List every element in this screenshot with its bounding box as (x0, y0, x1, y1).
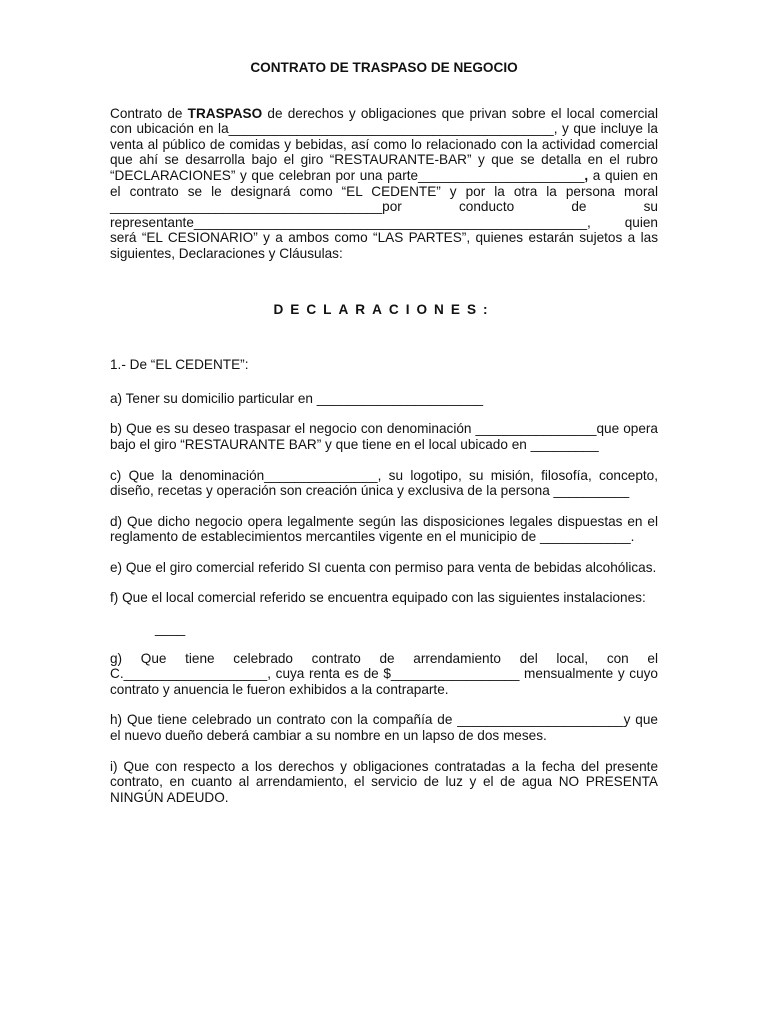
declaration-f: f) Que el local comercial referido se encuentra equipado con las siguientes instalaciones: (110, 590, 646, 606)
intro-text-1: Contrato de (110, 105, 188, 121)
declaration-a: a) Tener su domicilio particular en ______________________ (110, 390, 484, 406)
intro-text-3: a quien en el contrato se le designará como “EL CEDENTE” y por la otra la persona moral ____________________________________por conducto de su representante____________________________________________________, quien será “EL CESIONARIO” y a ambos como “LAS PARTES”, quienes estarán sujetos a las siguientes, Declaraciones y Cláusulas: (110, 167, 658, 261)
installations-blank: ____ (155, 621, 186, 637)
document-title: CONTRATO DE TRASPASO DE NEGOCIO (250, 60, 518, 75)
document-page (110, 60, 658, 820)
declaration-h: h) Que tiene celebrado un contrato con la compañía de ______________________y que el nuevo dueño deberá cambiar a su nombre en un lapso de dos meses. (110, 712, 658, 744)
declarations-title: DECLARACIONES: (273, 301, 495, 317)
declaration-d: d) Que dicho negocio opera legalmente según las disposiciones legales dispuestas en el reglamento de establecimientos mercantiles vigente en el municipio de ____________. (110, 513, 658, 545)
cedente-heading: 1.- De “EL CEDENTE”: (110, 357, 249, 373)
declaration-e: e) Que el giro comercial referido SI cuenta con permiso para venta de bebidas alcohólicas. (110, 559, 657, 575)
intro-paragraph (110, 106, 658, 262)
declaration-b: b) Que es su deseo traspasar el negocio con denominación ________________que opera bajo el giro “RESTAURANTE BAR” y que tiene en el local ubicado en _________ (110, 421, 658, 452)
declaration-i: i) Que con respecto a los derechos y obligaciones contratadas a la fecha del presente contrato, en cuanto al arrendamiento, el servicio de luz y el de agua NO PRESENTA NINGÚN ADEUDO. (110, 758, 658, 805)
intro-bold-traspaso: TRASPASO (187, 105, 263, 121)
intro-text-2: de derechos y obligaciones que privan sobre el local comercial con ubicación en la___________________________________________, y que incluye la venta al público de comidas y bebidas, así como lo relacionado con la actividad comercial que ahí se desarrolla bajo el giro “RESTAURANTE-BAR” y que se detalla en el rubro “DECLARACIONES” y que celebran por una parte______________________ (110, 105, 658, 183)
declaration-c: c) Que la denominación_______________, su logotipo, su misión, filosofía, concepto, diseño, recetas y operación son creación única y exclusiva de la persona __________ (110, 467, 658, 499)
declaration-g: g) Que tiene celebrado contrato de arrendamiento del local, con el C.___________________, cuya renta es de $_________________ mensualmente y cuyo contrato y anuencia le fueron exhibidos a la contraparte. (110, 650, 658, 697)
intro-bold-comma: , (584, 167, 589, 183)
